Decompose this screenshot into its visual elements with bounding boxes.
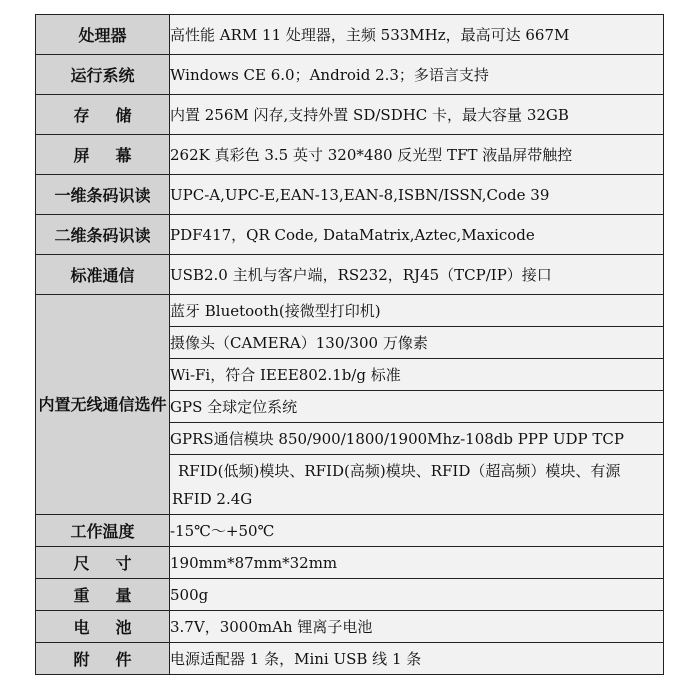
value-gps: GPS 全球定位系统 [170, 391, 664, 423]
table-row [36, 255, 664, 295]
label-operating-temp: 工作温度 [36, 515, 170, 547]
value-wifi: Wi-Fi，符合 IEEE802.1b/g 标准 [170, 359, 664, 391]
table-row [36, 15, 664, 55]
table-row [36, 611, 664, 643]
label-battery: 电池 [36, 611, 170, 643]
table-row [36, 643, 664, 675]
value-weight: 500g [170, 579, 664, 611]
label-storage: 存储 [36, 95, 170, 135]
table-row [36, 579, 664, 611]
label-screen: 屏幕 [36, 135, 170, 175]
label-weight: 重量 [36, 579, 170, 611]
value-storage: 内置 256M 闪存,支持外置 SD/SDHC 卡，最大容量 32GB [170, 95, 664, 135]
table-row [36, 215, 664, 255]
value-standard-comm: USB2.0 主机与客户端，RS232，RJ45（TCP/IP）接口 [170, 255, 664, 295]
table-row [36, 95, 664, 135]
table-row [36, 135, 664, 175]
table-row [36, 515, 664, 547]
label-processor: 处理器 [36, 15, 170, 55]
value-rfid: RFID(低频)模块、RFID(高频)模块、RFID（超高频）模块、有源 RFID 2.4G [170, 455, 664, 515]
value-os: Windows CE 6.0；Android 2.3；多语言支持 [170, 55, 664, 95]
value-1d-barcode: UPC-A,UPC-E,EAN-13,EAN-8,ISBN/ISSN,Code 39 [170, 175, 664, 215]
value-camera: 摄像头（CAMERA）130/300 万像素 [170, 327, 664, 359]
table-row [36, 55, 664, 95]
value-battery: 3.7V，3000mAh 锂离子电池 [170, 611, 664, 643]
value-2d-barcode: PDF417，QR Code, DataMatrix,Aztec,Maxicode [170, 215, 664, 255]
spec-table [35, 14, 664, 675]
value-screen: 262K 真彩色 3.5 英寸 320*480 反光型 TFT 液晶屏带触控 [170, 135, 664, 175]
table-row [36, 547, 664, 579]
label-1d-barcode: 一维条码识读 [36, 175, 170, 215]
value-processor: 高性能 ARM 11 处理器，主频 533MHz，最高可达 667M [170, 15, 664, 55]
label-standard-comm: 标准通信 [36, 255, 170, 295]
label-2d-barcode: 二维条码识读 [36, 215, 170, 255]
label-accessories: 附件 [36, 643, 170, 675]
table-row [36, 175, 664, 215]
table-row [36, 295, 664, 327]
label-wireless-options: 内置无线通信选件 [36, 295, 170, 515]
value-accessories: 电源适配器 1 条，Mini USB 线 1 条 [170, 643, 664, 675]
label-dimensions: 尺寸 [36, 547, 170, 579]
value-bluetooth: 蓝牙 Bluetooth(接微型打印机) [170, 295, 664, 327]
value-dimensions: 190mm*87mm*32mm [170, 547, 664, 579]
value-gprs: GPRS通信模块 850/900/1800/1900Mhz-108db PPP UDP TCP [170, 423, 664, 455]
value-operating-temp: -15℃～+50℃ [170, 515, 664, 547]
label-os: 运行系统 [36, 55, 170, 95]
